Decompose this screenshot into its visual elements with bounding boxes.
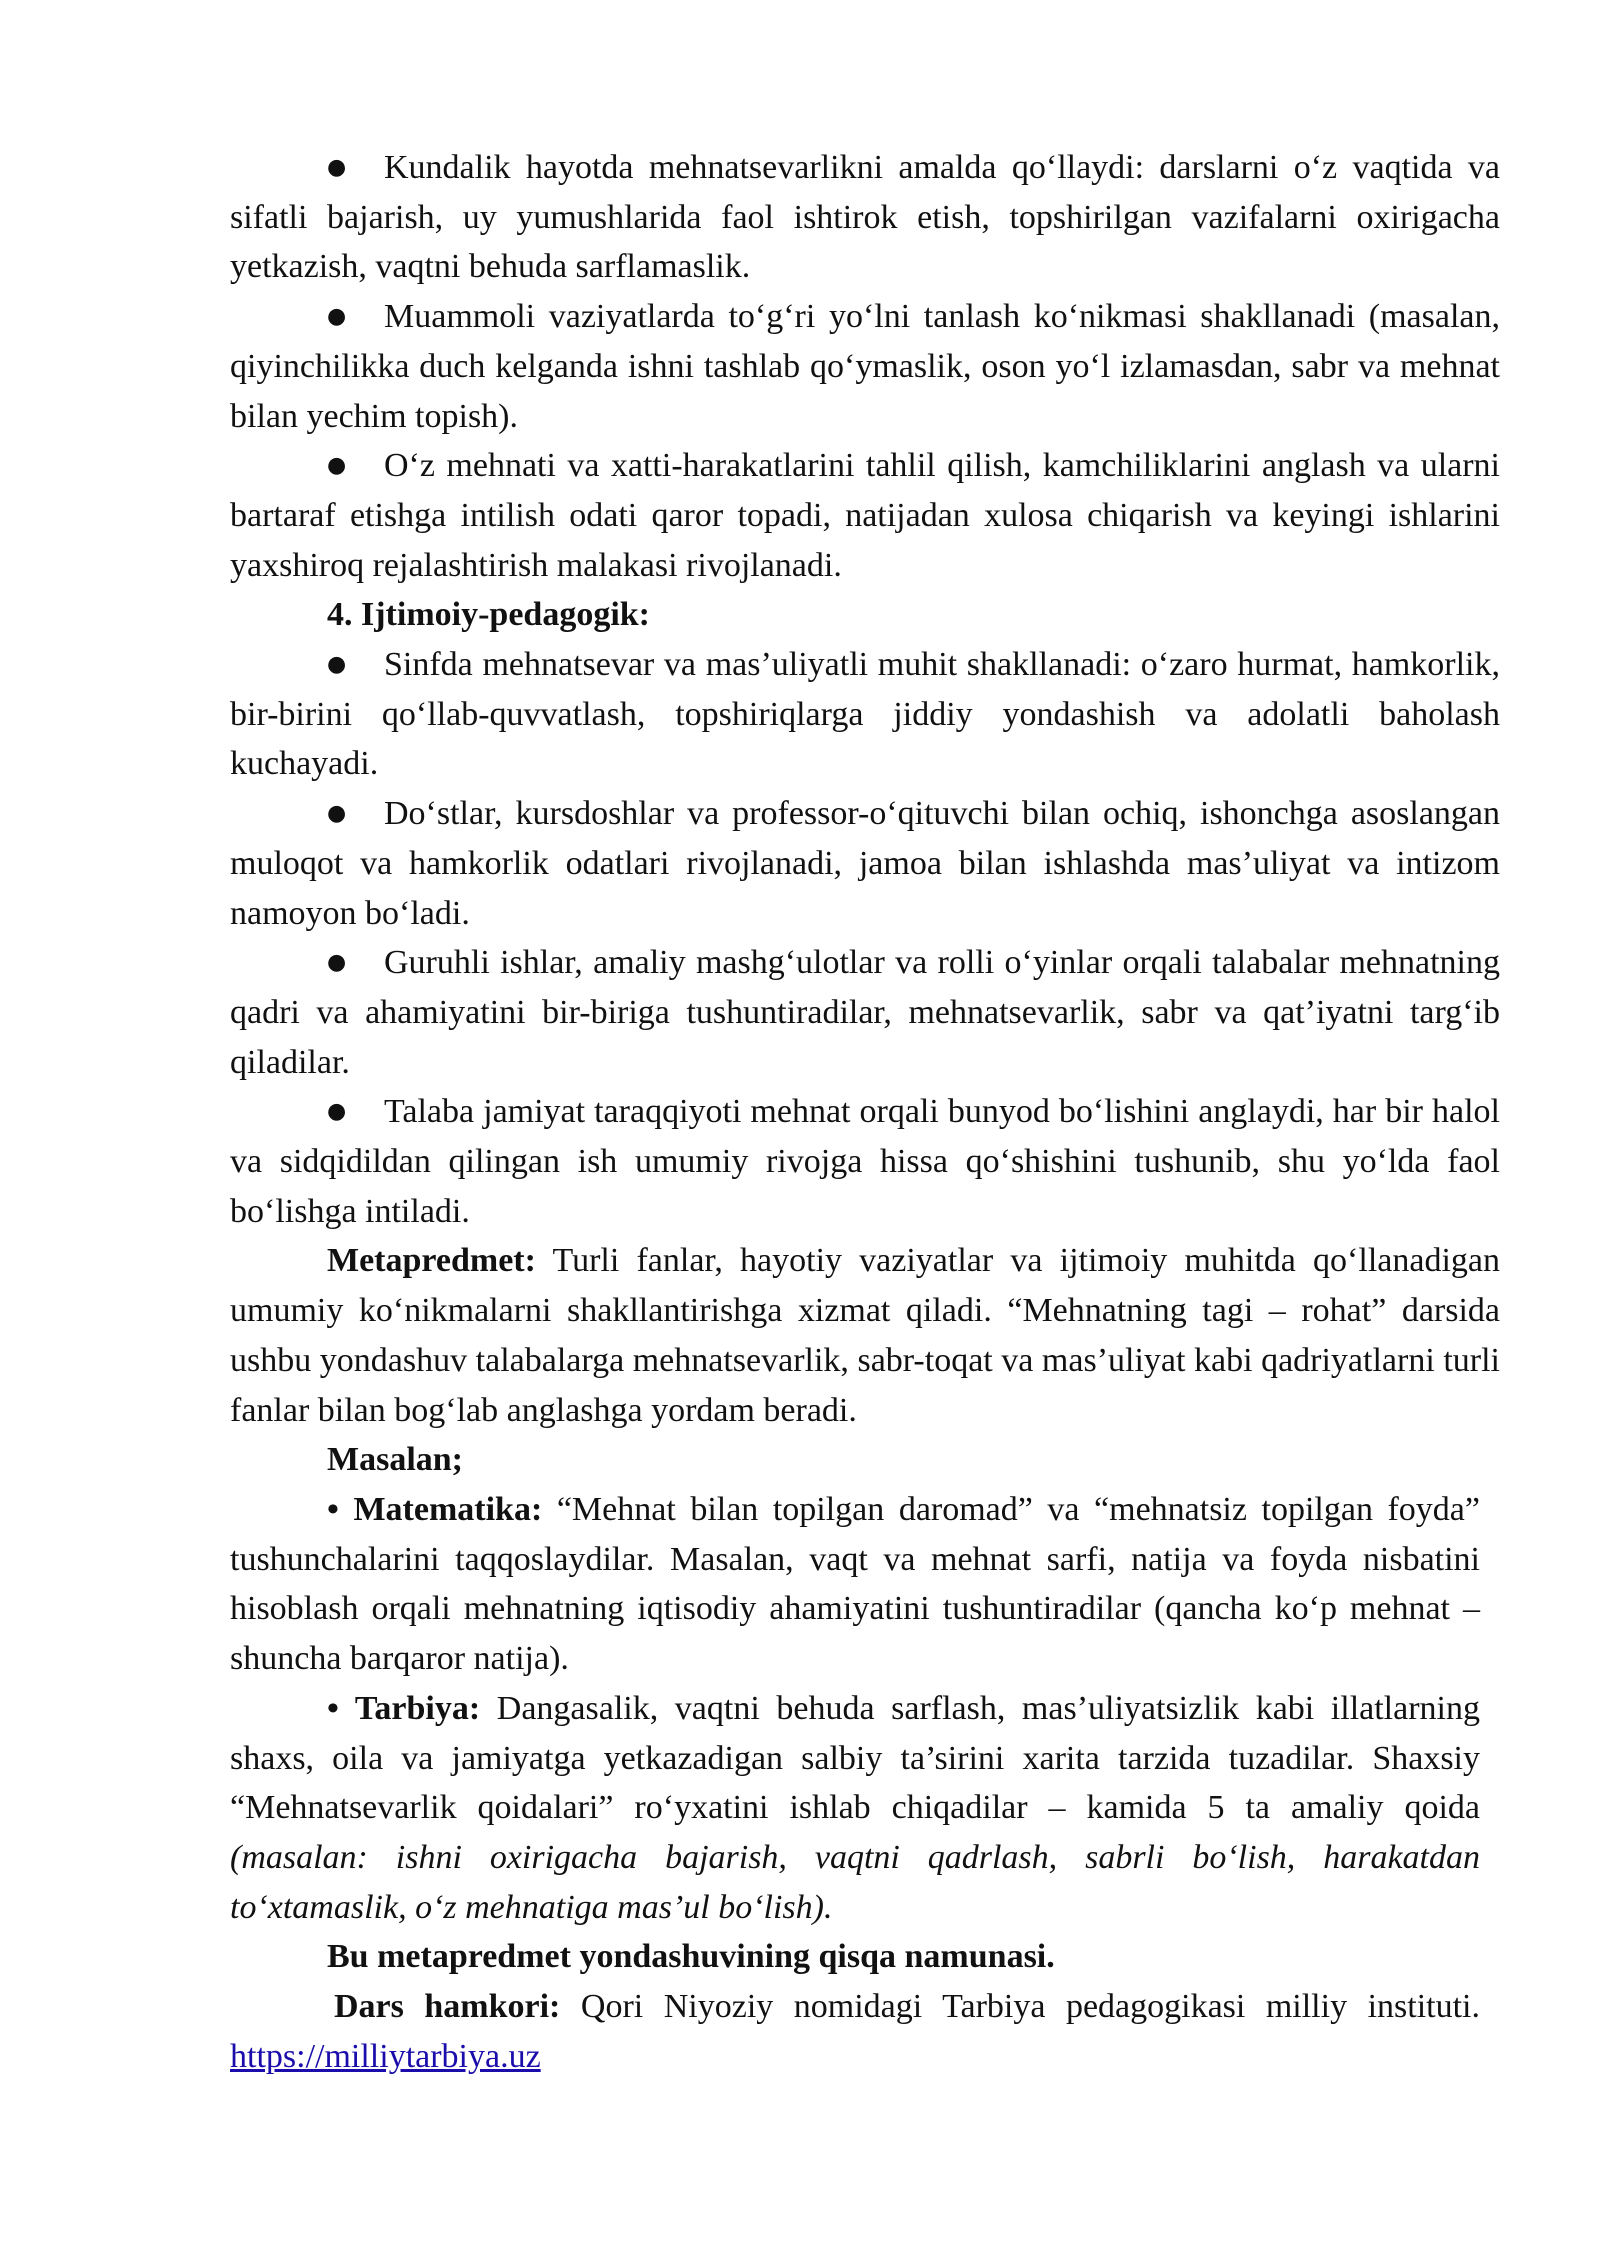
- list-item: [230, 143, 1500, 292]
- list-item: [230, 292, 1500, 441]
- bullet-icon: ●: [327, 1099, 347, 1125]
- list-item: [230, 1087, 1500, 1236]
- list-item-text: Guruhli ishlar, amaliy mashg‘ulotlar va rolli o‘yinlar orqali talabalar mehnatning qadri va ahamiyatini bir-biriga tushuntiradilar, mehnatsevarlik, sabr va qat’iyatni targ‘ib qiladilar.: [230, 944, 1500, 1081]
- list-item: [230, 640, 1500, 789]
- partner-link[interactable]: https://milliytarbiya.uz: [230, 2037, 541, 2075]
- list-item: [230, 938, 1500, 1087]
- partner-text: Qori Niyoziy nomidagi Tarbiya pedagogikasi milliy instituti.: [560, 1988, 1480, 2026]
- list-item-text: Talaba jamiyat taraqqiyoti mehnat orqali bunyod bo‘lishini anglaydi, har bir halol va sidqidildan qilingan ish umumiy rivojga hissa qo‘shishini tushunib, shu yo‘lda faol bo‘lishga intiladi.: [230, 1093, 1500, 1230]
- metapredmet-paragraph: [230, 1236, 1500, 1435]
- sample-heading: Bu metapredmet yondashuvining qisqa namunasi.: [327, 1938, 1055, 1976]
- masalan-heading: Masalan;: [327, 1441, 463, 1479]
- bullet-icon: ●: [327, 453, 347, 479]
- tarbiya-paragraph: [230, 1684, 1500, 1933]
- bullet-icon: ●: [327, 801, 347, 827]
- partner-label: Dars hamkori:: [334, 1988, 561, 2026]
- list-item-text: O‘z mehnati va xatti-harakatlarini tahlil qilish, kamchiliklarini anglash va ularni bartaraf etishga intilish odati qaror topadi, natijadan xulosa chiqarish va keyingi ishlarini yaxshiroq rejalashtirish malakasi rivojlanadi.: [230, 447, 1500, 584]
- tarbiya-text: Dangasalik, vaqtni behuda sarflash, mas’uliyatsizlik kabi illatlarning shaxs, oila va jamiyatga yetkazadigan salbiy ta’sirini xarita tarzida tuzadilar. Shaxsiy “Mehnatsevarlik qoidalari” ro‘yxatini ishlab chiqadilar – kamida 5 ta amaliy qoida: [230, 1689, 1480, 1827]
- tarbiya-label: • Tarbiya:: [327, 1689, 481, 1727]
- matematika-text: “Mehnat bilan topilgan daromad” va “mehnatsiz topilgan foyda” tushunchalarini taqqoslaydilar. Masalan, vaqt va mehnat sarfi, natija va foyda nisbatini hisoblash orqali mehnatning iqtisodiy ahamiyatini tushuntiradilar (qancha ko‘p mehnat – shuncha barqaror natija).: [230, 1490, 1480, 1678]
- bullet-icon: ●: [327, 652, 347, 678]
- bullet-icon: ●: [327, 304, 347, 330]
- tarbiya-italic-text: (masalan: ishni oxirigacha bajarish, vaqtni qadrlash, sabrli bo‘lish, harakatdan to‘xtamaslik, o‘z mehnatiga mas’ul bo‘lish).: [230, 1838, 1480, 1926]
- partner-paragraph: [230, 1982, 1500, 2081]
- matematika-paragraph: [230, 1485, 1500, 1684]
- list-item-text: Muammoli vaziyatlarda to‘g‘ri yo‘lni tanlash ko‘nikmasi shakllanadi (masalan, qiyinchilikka duch kelganda ishni tashlab qo‘ymaslik, oson yo‘l izlamasdan, sabr va mehnat bilan yechim topish).: [230, 298, 1500, 435]
- bullet-icon: ●: [327, 950, 347, 976]
- list-item-text: Sinfda mehnatsevar va mas’uliyatli muhit shakllanadi: o‘zaro hurmat, hamkorlik, bir-birini qo‘llab-quvvatlash, topshiriqlarga jiddiy yondashish va adolatli baholash kuchayadi.: [230, 646, 1500, 783]
- matematika-label: • Matematika:: [327, 1490, 543, 1528]
- list-item-text: Do‘stlar, kursdoshlar va professor-o‘qituvchi bilan ochiq, ishonchga asoslangan muloqot va hamkorlik odatlari rivojlanadi, jamoa bilan ishlashda mas’uliyat va intizom namoyon bo‘ladi.: [230, 795, 1500, 932]
- list-item: [230, 789, 1500, 938]
- section-heading: 4. Ijtimoiy-pedagogik:: [327, 596, 650, 634]
- bullet-icon: ●: [327, 155, 347, 180]
- list-item-text: Kundalik hayotda mehnatsevarlikni amalda qo‘llaydi: darslarni o‘z vaqtida va sifatli bajarish, uy yumushlarida faol ishtirok etish, topshirilgan vazifalarni oxirigacha yetkazish, vaqtni behuda sarflamaslik.: [230, 149, 1500, 286]
- list-item: [230, 441, 1500, 590]
- metapredmet-label: Metapredmet:: [327, 1242, 536, 1280]
- metapredmet-text: Turli fanlar, hayotiy vaziyatlar va ijtimoiy muhitda qo‘llanadigan umumiy ko‘nikmalarni shakllantirishga xizmat qiladi. “Mehnatning tagi – rohat” darsida ushbu yondashuv talabalarga mehnatsevarlik, sabr-toqat va mas’uliyat kabi qadriyatlarni turli fanlar bilan bog‘lab anglashga yordam beradi.: [230, 1242, 1500, 1429]
- document-page: [230, 143, 1500, 2081]
